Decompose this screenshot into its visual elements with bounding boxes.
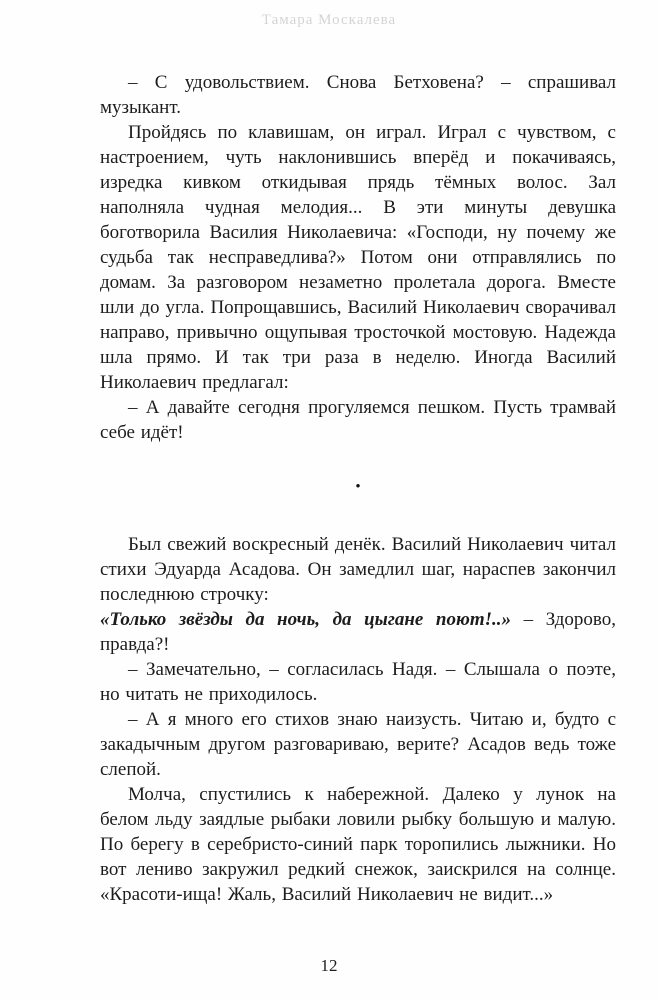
paragraph bbox=[100, 532, 616, 607]
page-number: 12 bbox=[320, 956, 338, 975]
paragraph bbox=[100, 707, 616, 782]
paragraph bbox=[100, 395, 616, 445]
paragraph bbox=[100, 657, 616, 707]
body-text: Был свежий воскресный денёк. Василий Николаевич читал стихи Эдуарда Асадова. Он замедлил шаг, нараспев закончил последнюю строчку: bbox=[100, 534, 616, 605]
paragraph bbox=[100, 607, 616, 657]
body-text: – А я много его стихов знаю наизусть. Читаю и, будто с закадычным другом разговариваю, верите? Асадов ведь тоже слепой. bbox=[100, 709, 616, 780]
body-text: – А давайте сегодня прогуляемся пешком. Пусть трамвай себе идёт! bbox=[100, 397, 616, 443]
body-text: – Замечательно, – согласилась Надя. – Слышала о поэте, но читать не приходилось. bbox=[100, 659, 616, 705]
body-text: Пройдясь по клавишам, он играл. Играл с чувством, с настроением, чуть наклонившись вперёд и покачиваясь, изредка кивком откидывая прядь тёмных волос. Зал наполняла чудная мелодия... В эти минуты девушка боготворила Василия Николаевича: «Господи, ну почему же судьба так несправедлива?» Потом они отправлялись по домам. За разговором незаметно пролетала дорога. Вместе шли до угла. Попрощавшись, Василий Николаевич сворачивал направо, привычно ощупывая тросточкой мостовую. Надежда шла прямо. И так три раза в неделю. Иногда Василий Николаевич предлагал: bbox=[100, 122, 616, 393]
page-text-body bbox=[100, 70, 616, 907]
body-text: – Здорово, правда?! bbox=[100, 609, 616, 655]
section-separator: • bbox=[355, 479, 361, 495]
paragraph bbox=[100, 782, 616, 907]
body-text: – С удовольствием. Снова Бетховена? – спрашивал музыкант. bbox=[100, 72, 616, 118]
running-header: Тамара Москалева bbox=[261, 12, 397, 28]
quote-emphasis-text: «Только звёзды да ночь, да цыгане поют!..» bbox=[100, 609, 512, 630]
paragraph bbox=[100, 120, 616, 395]
paragraph bbox=[100, 70, 616, 120]
body-text: Молча, спустились к набережной. Далеко у лунок на белом льду заядлые рыбаки ловили рыбку большую и малую. По берегу в серебристо-синий парк торопились лыжники. Но вот лениво закружил редкий снежок, заискрился на солнце. «Красоти-ища! Жаль, Василий Николаевич не видит...» bbox=[100, 784, 616, 905]
